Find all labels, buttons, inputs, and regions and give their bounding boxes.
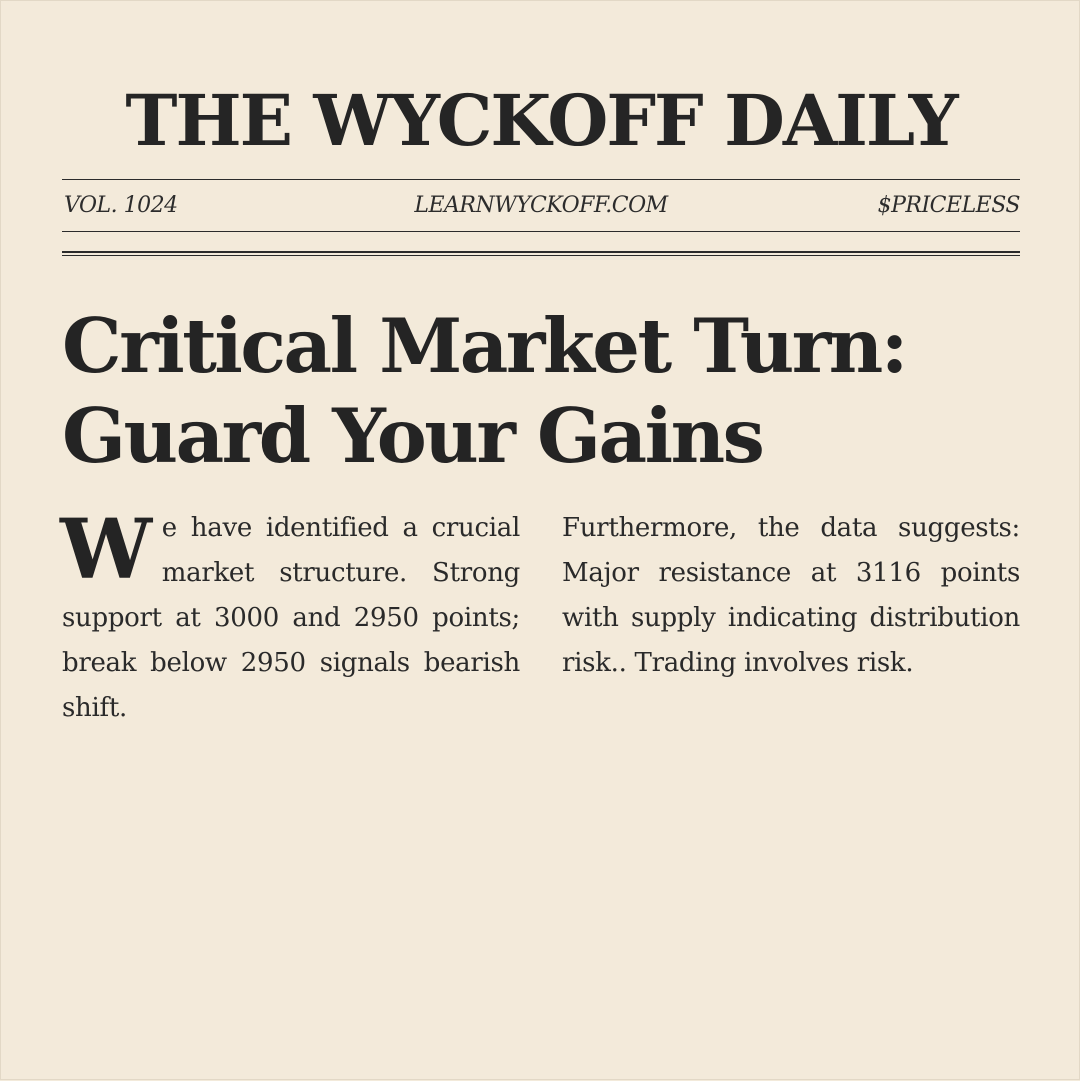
masthead-rule-bottom (62, 231, 1020, 232)
article-column-2 (562, 506, 1020, 686)
newspaper-page (62, 1, 1020, 1081)
masthead-title: THE WYCKOFF DAILY (125, 79, 957, 162)
column-1-text: e have identified a crucial market structure. Strong support at 3000 and 2950 points; break below 2950 signals bearish shift. (62, 513, 520, 723)
column-2-text: Furthermore, the data suggests: Major resistance at 3116 points with supply indicating distribution risk.. Trading involves risk. (562, 513, 1020, 678)
masthead-rule-top (62, 179, 1020, 180)
masthead-website: LEARNWYCKOFF.COM (414, 193, 668, 218)
masthead-volume: VOL. 1024 (64, 193, 178, 218)
section-double-rule-thick (62, 251, 1020, 253)
article-column-1 (60, 502, 520, 731)
headline-line-1: Critical Market Turn: (62, 302, 906, 390)
article-headline (62, 301, 1020, 481)
drop-cap: W (60, 502, 152, 598)
headline-line-2: Guard Your Gains (62, 392, 763, 480)
masthead-price: $PRICELESS (877, 193, 1020, 218)
section-double-rule-thin (62, 255, 1020, 256)
